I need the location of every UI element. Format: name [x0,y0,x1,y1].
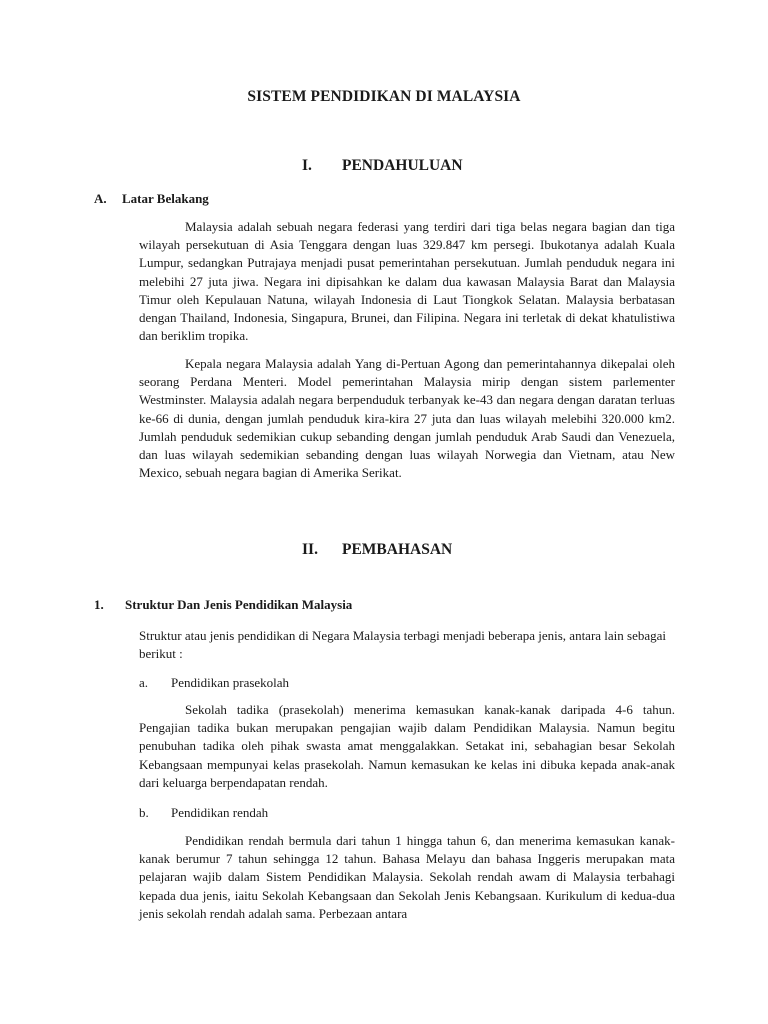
document-title: SISTEM PENDIDIKAN DI MALAYSIA [247,88,521,105]
list-item-rendah [139,805,268,821]
section-title: PENDAHULUAN [342,157,463,174]
section-heading-pendahuluan [302,157,463,175]
subsection-heading-struktur [94,597,352,613]
list-item-letter: b. [139,805,149,820]
paragraph-latar-belakang-1: Malaysia adalah sebuah negara federasi yang terdiri dari tiga belas negara bagian dan tiga wilayah persekutuan di Asia Tenggara dengan luas 329.847 km persegi. Ibukotanya adalah Kuala Lumpur, sedangkan Putrajaya menjadi pusat pemerintahan persekutuan. Jumlah penduduk negara ini melebihi 27 juta jiwa. Negara ini dipisahkan ke dalam dua kawasan Malaysia Barat dan Malaysia Timur oleh Kepulauan Natuna, wilayah Indonesia di Laut Tiongkok Selatan. Malaysia berbatasan dengan Thailand, Indonesia, Singapura, Brunei, dan Filipina. Negara ini terletak di dekat khatulistiwa dan beriklim tropika. [139,219,675,344]
list-item-letter: a. [139,675,149,690]
subsection-letter: A. [94,191,107,206]
subsection-title: Struktur Dan Jenis Pendidikan Malaysia [125,597,353,612]
subsection-heading-latar-belakang [94,191,209,207]
paragraph-struktur-intro: Struktur atau jenis pendidikan di Negara Malaysia terbagi menjadi beberapa jenis, antara lain sebagai berikut : [139,628,667,662]
section-number: II. [302,541,318,558]
list-item-label: Pendidikan prasekolah [171,675,290,690]
subsection-number: 1. [94,597,104,612]
section-title: PEMBAHASAN [342,541,453,558]
paragraph-rendah: Pendidikan rendah bermula dari tahun 1 hingga tahun 6, dan menerima kemasukan kanak-kanak berumur 7 tahun sehingga 12 tahun. Bahasa Melayu dan bahasa Inggeris merupakan mata pelajaran wajib dalam Sistem Pendidikan Malaysia. Sekolah rendah awam di Malaysia terbahagi kepada dua jenis, iaitu Sekolah Kebangsaan dan Sekolah Jenis Kebangsaan. Kurikulum di kedua-dua jenis sekolah rendah adalah sama. Perbezaan antara [139,833,675,921]
paragraph-prasekolah: Sekolah tadika (prasekolah) menerima kemasukan kanak-kanak daripada 4-6 tahun. Pengajian tadika bukan merupakan pengajian wajib dalam Pendidikan Malaysia. Namun begitu penubuhan tadika oleh pihak swasta amat menggalakkan. Setakat ini, sebahagian besar Sekolah Kebangsaan mempunyai kelas prasekolah. Namun kemasukan ke kelas ini dibuka kepada anak-anak dari keluarga berpendapatan rendah. [139,702,675,790]
section-number: I. [302,157,312,174]
list-item-label: Pendidikan rendah [171,805,269,820]
section-heading-pembahasan [302,541,452,559]
list-item-prasekolah [139,675,289,691]
paragraph-latar-belakang-2: Kepala negara Malaysia adalah Yang di-Pertuan Agong dan pemerintahannya dikepalai oleh seorang Perdana Menteri. Model pemerintahan Malaysia mirip dengan sistem parlementer Westminster. Malaysia adalah negara berpenduduk terbanyak ke-43 dan negara dengan daratan terluas ke-66 di dunia, dengan jumlah penduduk kira-kira 27 juta dan luas wilayah melebihi 320.000 km2. Jumlah penduduk sedemikian cukup sebanding dengan jumlah penduduk Arab Saudi dan Venezuela, dan luas wilayah sedemikian sebanding dengan luas wilayah Norwegia dan Vietnam, atau New Mexico, sebuah negara bagian di Amerika Serikat. [139,356,675,481]
subsection-title: Latar Belakang [122,191,209,206]
